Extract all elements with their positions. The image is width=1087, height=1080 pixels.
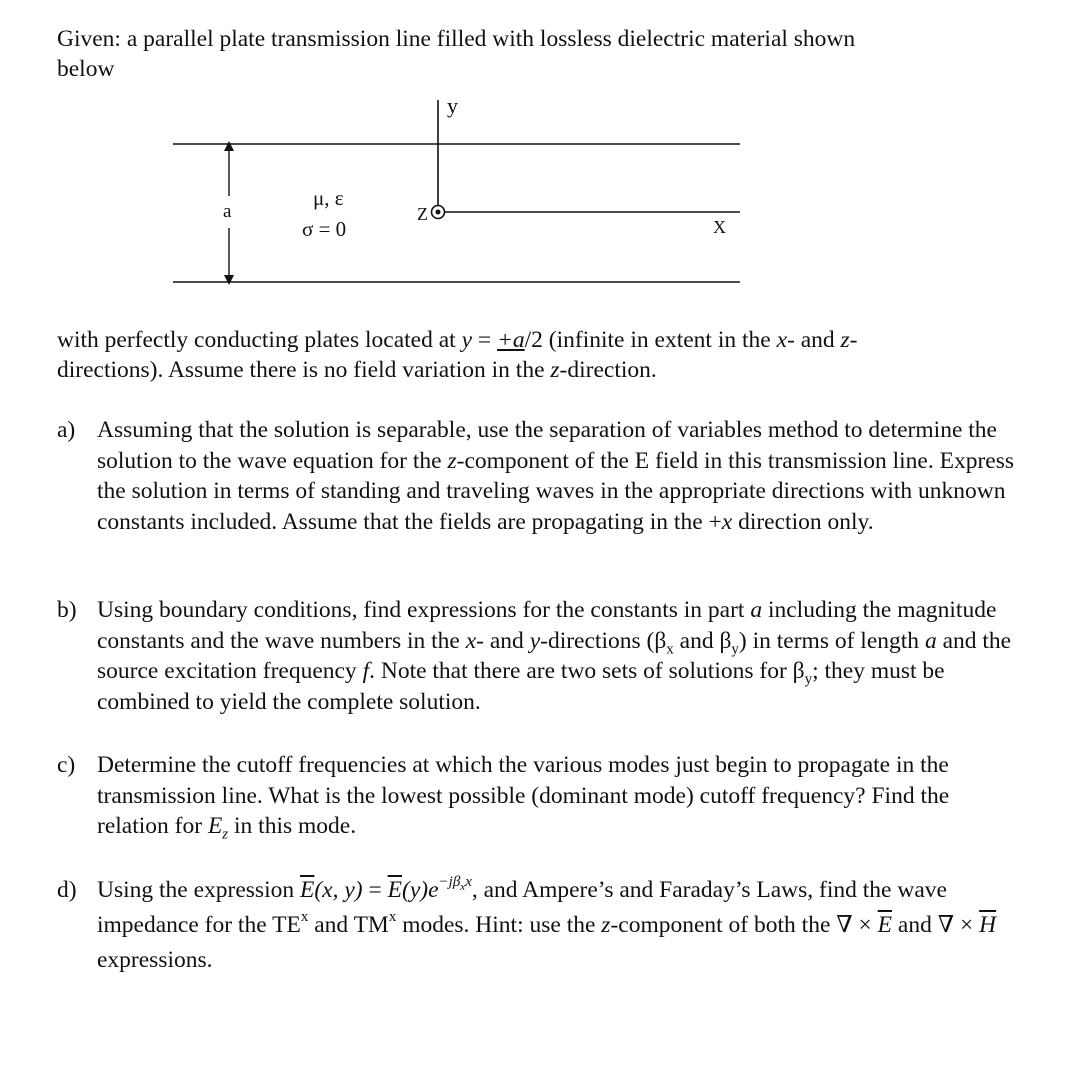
height-label: a (223, 201, 232, 222)
transmission-line-figure (0, 0, 1087, 300)
y-axis-label: y (447, 93, 458, 118)
part-a-label: a) (57, 417, 76, 443)
question-part-b (57, 595, 1017, 717)
description-line-2: directions). Assume there is no field variation in the z-direction. (57, 357, 657, 383)
part-b-text: Using boundary conditions, find expressions for the constants in part a including the magnitude constants and the wave numbers in the x- and y-directions ($\beta_x$ and $\beta_y$) in terms of length a and the source excitation frequency f. Note that there are two sets of solutions for $\beta_y$; they must be combined to yield the complete solution. (97, 597, 1012, 715)
pm-a: +a (497, 327, 525, 353)
description-line-1: with perfectly conducting plates located at y = +a/2 (infinite in extent in the x- and z- (57, 327, 858, 353)
intro-line-1: Given: a parallel plate transmission line filled with lossless dielectric material shown (57, 26, 856, 52)
intro-line-2: below (57, 56, 115, 82)
question-part-a (57, 415, 1017, 537)
part-a-text: Assuming that the solution is separable, use the separation of variables method to determine the solution to the wave equation for the z-component of the E field in this transmission line. Express the solution in terms of standing and traveling waves in the appropriate directions with unknown constants included. Assume that the fields are propagating in the +x direction only. (97, 417, 1015, 535)
z-axis-label: z (417, 204, 428, 224)
material-label-1: μ, ε (313, 186, 344, 210)
z-axis-dot-center (436, 210, 441, 215)
question-part-d (57, 873, 1017, 978)
part-d-label: d) (57, 877, 77, 903)
part-b-label: b) (57, 597, 77, 623)
description-paragraph (57, 325, 858, 385)
x-axis-label: x (713, 217, 726, 237)
part-c-label: c) (57, 752, 76, 778)
part-d-text: Using the expression $\overline{E}(x$, $y) = \overline{E}(y)e^{-j\beta_xx}$, and Ampere’s and Faraday’s Laws, find the wave impedance for the $TE^x$ and $TM^x$ modes. Hint: use the z-component of both the ∇ × $\overline{E}$ and ∇ × $\overline{H}$ expressions. (97, 874, 997, 973)
question-part-c (57, 750, 1017, 842)
part-c-text: Determine the cutoff frequencies at which the various modes just begin to propagate in the transmission line. What is the lowest possible (dominant mode) cutoff frequency? Find the relation for $E_z$ in this mode. (97, 752, 950, 843)
material-label-2: σ = 0 (302, 217, 347, 241)
